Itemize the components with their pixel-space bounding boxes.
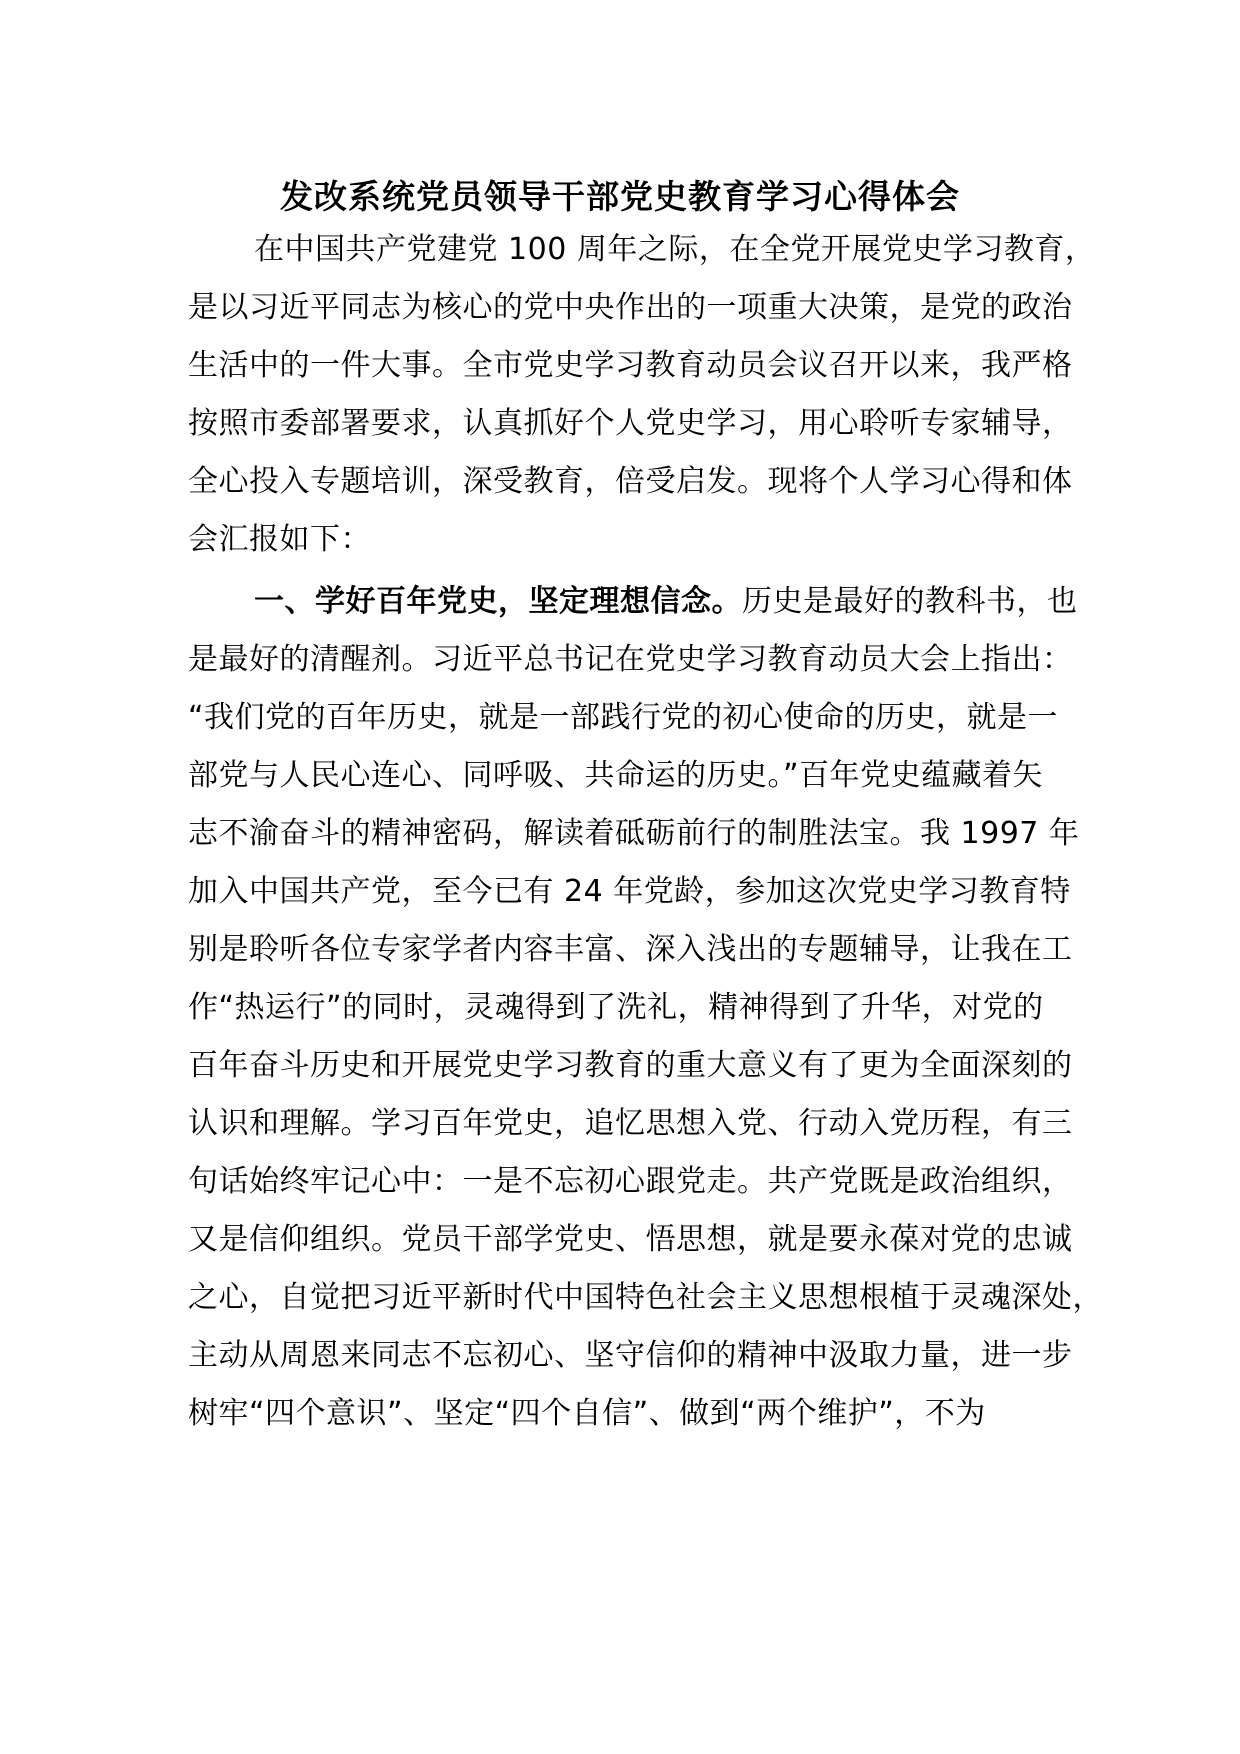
section1-line: 志不渝奋斗的精神密码，解读着砥砺前行的制胜法宝。我 1997 年 (188, 816, 1080, 851)
section1-line: 作“热运行”的同时，灵魂得到了洗礼，精神得到了升华，对党的 (188, 990, 1044, 1025)
section1-heading: 一、学好百年党史，坚定理想信念。 (254, 584, 742, 619)
section1-line: “我们党的百年历史，就是一部践行党的初心使命的历史，就是一 (188, 700, 1059, 735)
section1-line: 加入中国共产党，至今已有 24 年党龄，参加这次党史学习教育特 (188, 874, 1071, 909)
section1-line: 树牢“四个意识”、坚定“四个自信”、做到“两个维护”，不为 (188, 1396, 986, 1431)
section1-line: 认识和理解。学习百年党史，追忆思想入党、行动入党历程，有三 (188, 1106, 1073, 1141)
section1-first-line-text: 历史是最好的教科书，也 (742, 584, 1078, 619)
document-title: 发改系统党员领导干部党史教育学习心得体会 (280, 177, 960, 216)
section1-line: 又是信仰组织。党员干部学党史、悟思想，就是要永葆对党的忠诚 (188, 1222, 1073, 1257)
section1-line: 百年奋斗历史和开展党史学习教育的重大意义有了更为全面深刻的 (188, 1048, 1073, 1083)
section1-first-line (188, 578, 1088, 626)
section1-line: 是最好的清醒剂。习近平总书记在党史学习教育动员大会上指出： (188, 642, 1073, 677)
intro-line: 按照市委部署要求，认真抓好个人党史学习，用心聆听专家辅导， (188, 406, 1073, 441)
intro-line: 会汇报如下： (188, 522, 371, 557)
section1-line: 别是聆听各位专家学者内容丰富、深入浅出的专题辅导，让我在工 (188, 932, 1073, 967)
intro-line: 全心投入专题培训，深受教育，倍受启发。现将个人学习心得和体 (188, 464, 1073, 499)
intro-line: 是以习近平同志为核心的党中央作出的一项重大决策，是党的政治 (188, 290, 1073, 325)
intro-line: 在中国共产党建党 100 周年之际，在全党开展党史学习教育， (254, 232, 1096, 267)
section1-line: 主动从周恩来同志不忘初心、坚守信仰的精神中汲取力量，进一步 (188, 1338, 1073, 1373)
section1-line: 句话始终牢记心中：一是不忘初心跟党走。共产党既是政治组织， (188, 1164, 1073, 1199)
section1-line: 之心，自觉把习近平新时代中国特色社会主义思想根植于灵魂深处， (188, 1280, 1103, 1315)
intro-line: 生活中的一件大事。全市党史学习教育动员会议召开以来，我严格 (188, 348, 1073, 383)
section1-line: 部党与人民心连心、同呼吸、共命运的历史。”百年党史蕴藏着矢 (188, 758, 1044, 793)
